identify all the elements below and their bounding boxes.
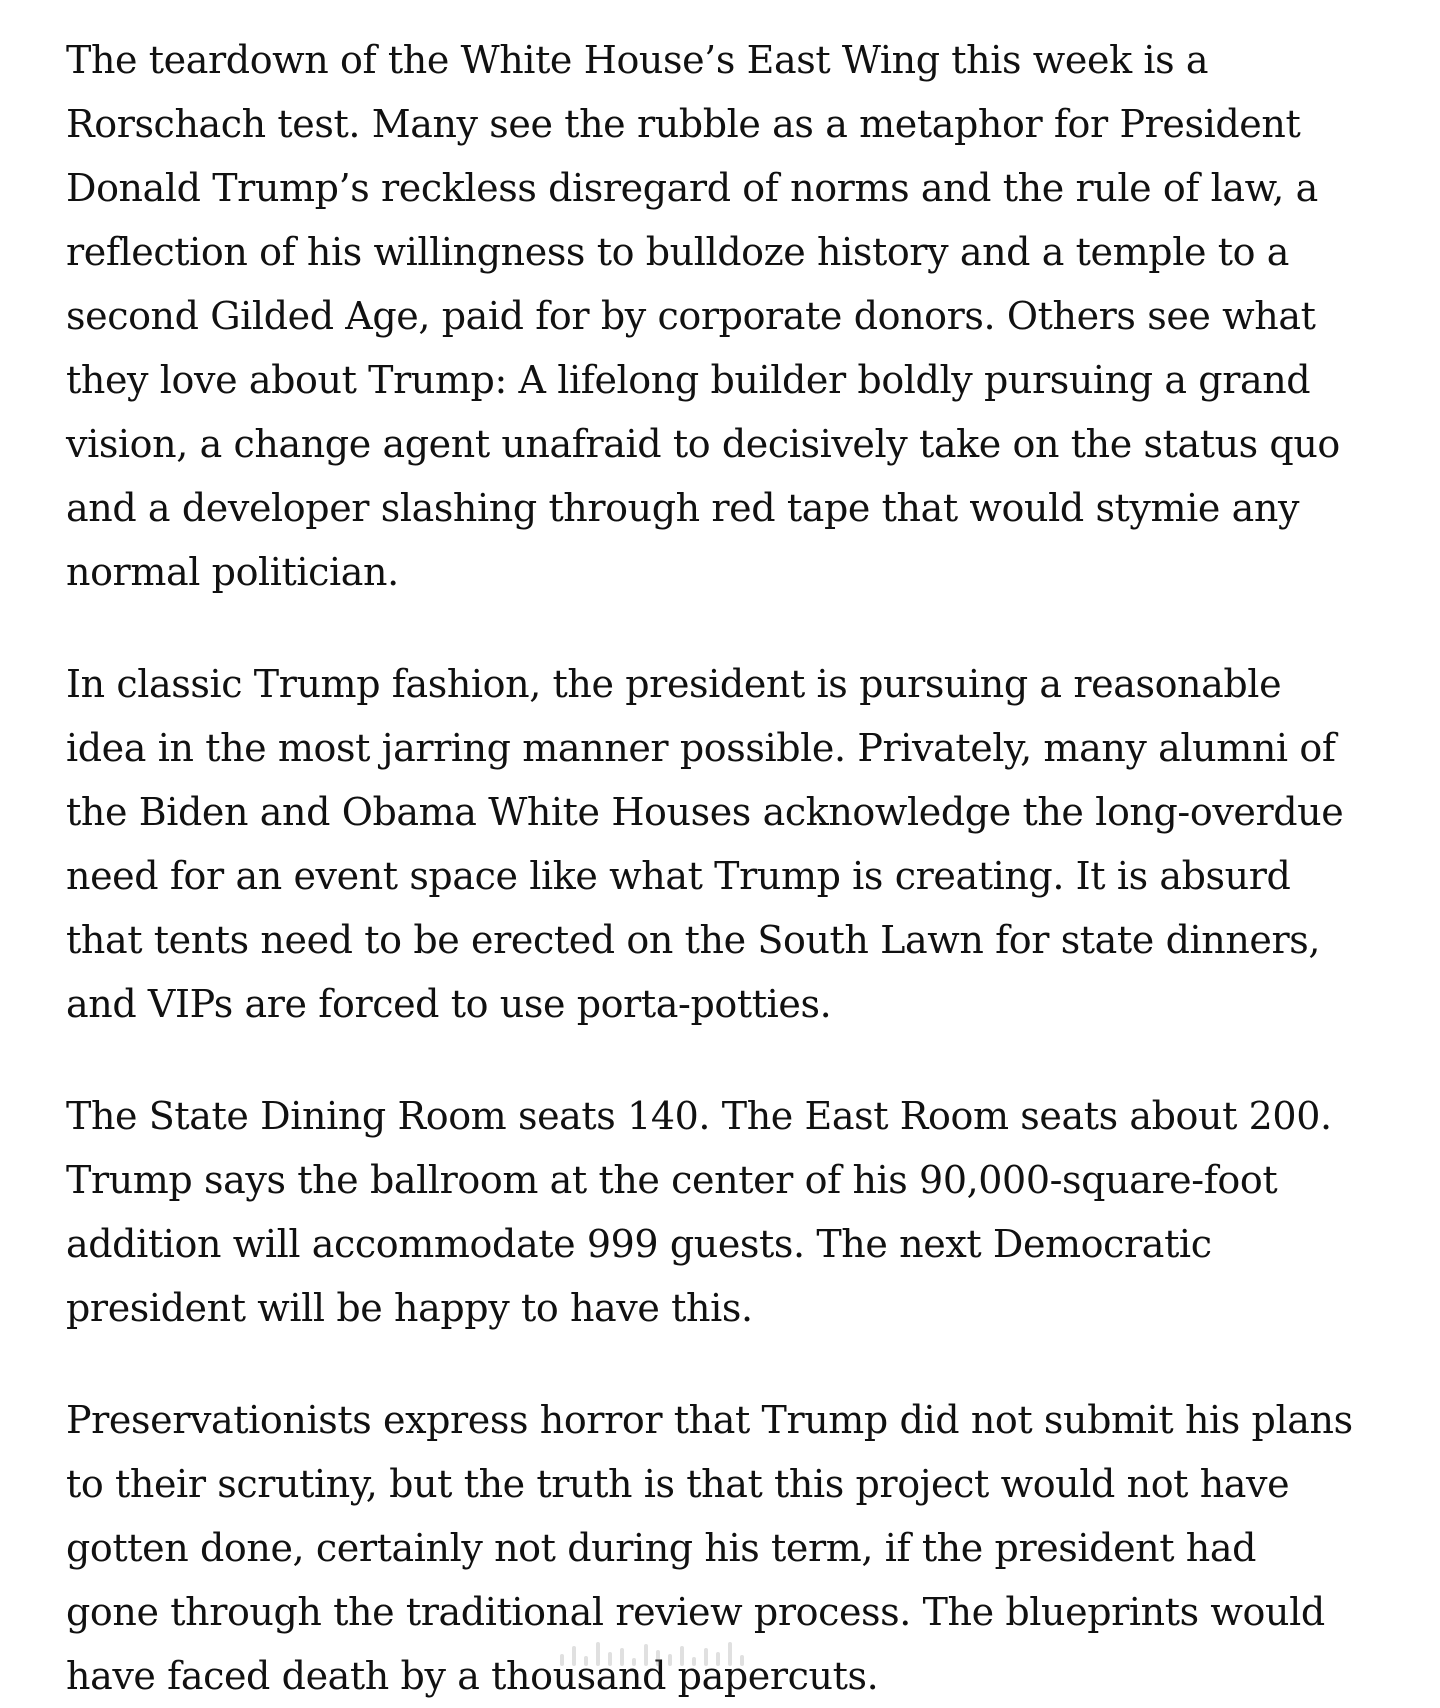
paragraph-1: The teardown of the White House’s East Wing this week is a Rorschach test. Many see the rubble as a metaphor for President Donald Trump’s reckless disregard of norms and the rule of law, a reflection of his willingness to bulldoze history and a temple to a second Gilded Age, paid for by corporate donors. Others see what they love about Trump: A lifelong builder boldly pursuing a grand vision, a change agent unafraid to decisively take on the status quo and a developer slashing through red tape that would stymie any normal politician. [66,38,1340,594]
paragraph-3: The State Dining Room seats 140. The East Room seats about 200. Trump says the ballroom at the center of his 90,000-square-foot addition will accommodate 999 guests. The next Democratic president will be happy to have this. [66,1094,1332,1330]
paragraph-2: In classic Trump fashion, the president is pursuing a reasonable idea in the most jarring manner possible. Privately, many alumni of the Biden and Obama White Houses acknowledge the long-overdue need for an event space like what Trump is creating. It is absurd that tents need to be erected on the South Lawn for state dinners, and VIPs are forced to use porta-potties. [66,662,1344,1026]
article-body [66,28,1356,1708]
faint-watermark [560,1640,880,1666]
paragraph-4: Preservationists express horror that Trump did not submit his plans to their scrutiny, but the truth is that this project would not have gotten done, certainly not during his term, if the president had gone through the traditional review process. The blueprints would have faced death by a thousand papercuts. [66,1398,1353,1698]
